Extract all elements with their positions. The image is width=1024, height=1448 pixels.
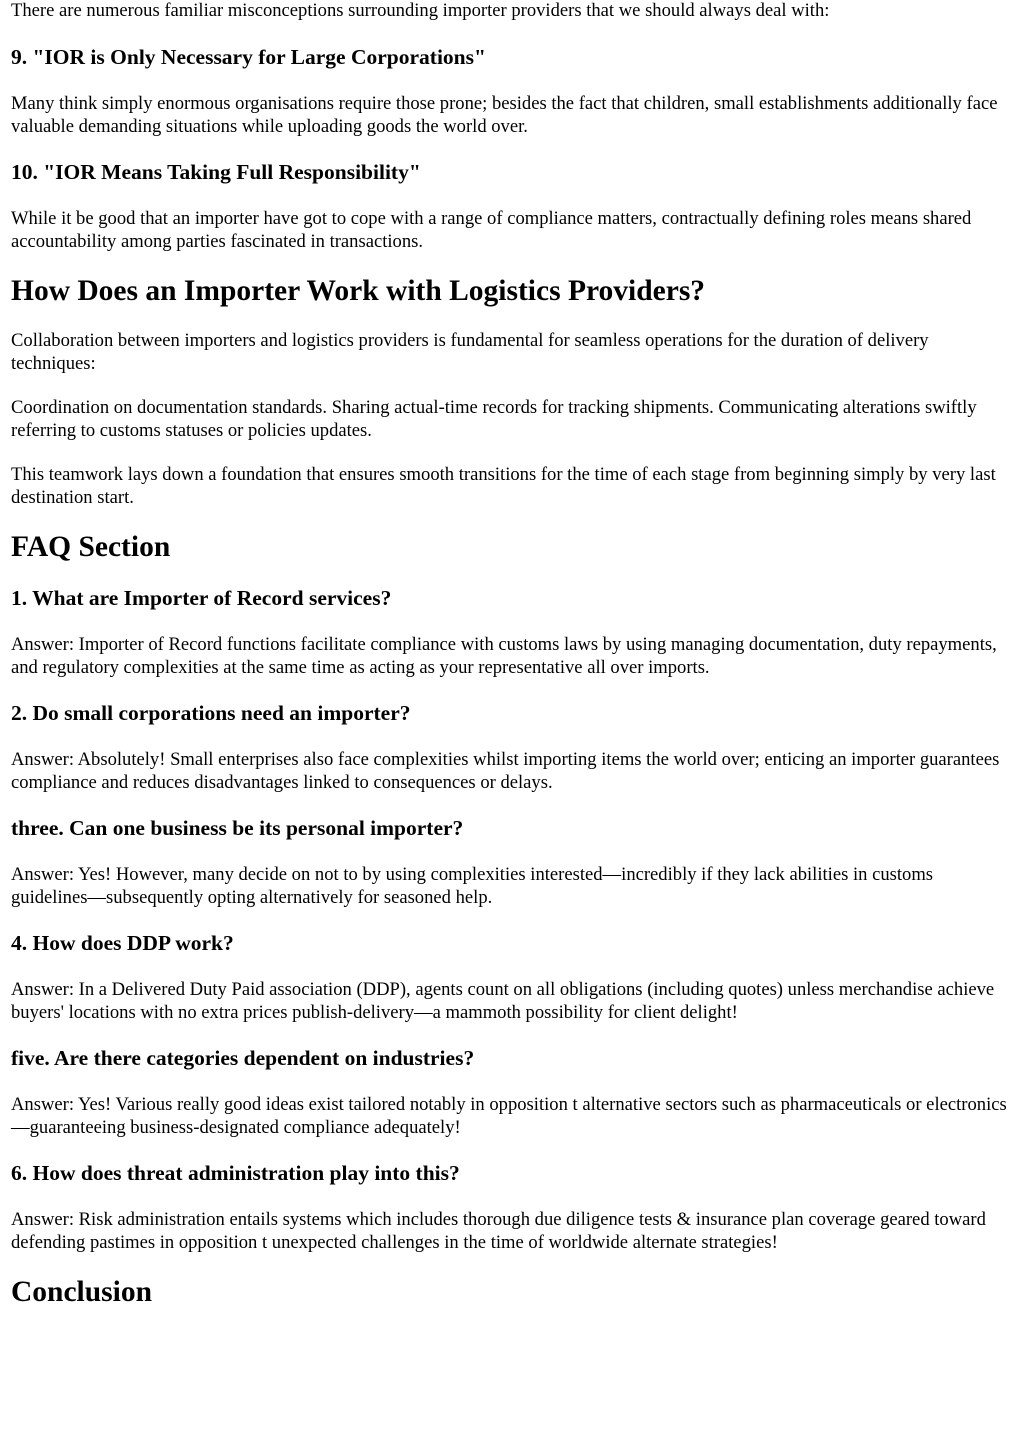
faq-question: five. Are there categories dependent on industries?: [11, 1046, 475, 1070]
faq-answer: Answer: In a Delivered Duty Paid association (DDP), agents count on all obligations (including quotes) unless merchandise achieve buyers' locations with no extra prices publish-delivery—a mammoth possibility for client delight!: [11, 979, 995, 1023]
logistics-paragraph: Collaboration between importers and logistics providers is fundamental for seamless operations for the duration of delivery techniques:: [11, 330, 929, 374]
faq-answer: Answer: Yes! However, many decide on not to by using complexities interested—incredibly if they lack abilities in customs guidelines—subsequently opting alternatively for seasoned help.: [11, 864, 934, 908]
faq-question: three. Can one business be its personal importer?: [11, 816, 464, 840]
logistics-paragraph: This teamwork lays down a foundation that ensures smooth transitions for the time of each stage from beginning simply by very last destination start.: [11, 464, 996, 508]
faq-answer: Answer: Absolutely! Small enterprises also face complexities whilst importing items the world over; enticing an importer guarantees compliance and reduces disadvantages linked to consequences or delays.: [11, 749, 1000, 793]
logistics-paragraph: Coordination on documentation standards. Sharing actual-time records for tracking shipments. Communicating alterations swiftly referring to customs statuses or policies updates.: [11, 397, 977, 441]
misconception-heading: 9. "IOR is Only Necessary for Large Corporations": [11, 45, 486, 69]
faq-question: 6. How does threat administration play into this?: [11, 1161, 460, 1185]
misconception-body: While it be good that an importer have got to cope with a range of compliance matters, contractually defining roles means shared accountability among parties fascinated in transactions.: [11, 208, 972, 252]
faq-question: 1. What are Importer of Record services?: [11, 586, 392, 610]
intro-paragraph: There are numerous familiar misconceptions surrounding importer providers that we should always deal with:: [11, 0, 830, 21]
faq-question: 2. Do small corporations need an importer?: [11, 701, 411, 725]
faq-question: 4. How does DDP work?: [11, 931, 234, 955]
faq-answer: Answer: Importer of Record functions facilitate compliance with customs laws by using managing documentation, duty repayments, and regulatory complexities at the same time as acting as your representative all over imports.: [11, 634, 997, 678]
faq-answer: Answer: Yes! Various really good ideas exist tailored notably in opposition t alternative sectors such as pharmaceuticals or electronics—guaranteeing business-designated compliance adequately!: [11, 1094, 1007, 1138]
misconception-heading: 10. "IOR Means Taking Full Responsibility": [11, 160, 421, 184]
faq-answer: Answer: Risk administration entails systems which includes thorough due diligence tests & insurance plan coverage geared toward defending pastimes in opposition t unexpected challenges in the time of worldwide alternate strategies!: [11, 1209, 986, 1253]
faq-section-heading: FAQ Section: [11, 531, 171, 563]
conclusion-heading: Conclusion: [11, 1276, 152, 1308]
misconception-body: Many think simply enormous organisations require those prone; besides the fact that children, small establishments additionally face valuable demanding situations while uploading goods the world over.: [11, 93, 998, 137]
logistics-section-heading: How Does an Importer Work with Logistics Providers?: [11, 275, 706, 307]
